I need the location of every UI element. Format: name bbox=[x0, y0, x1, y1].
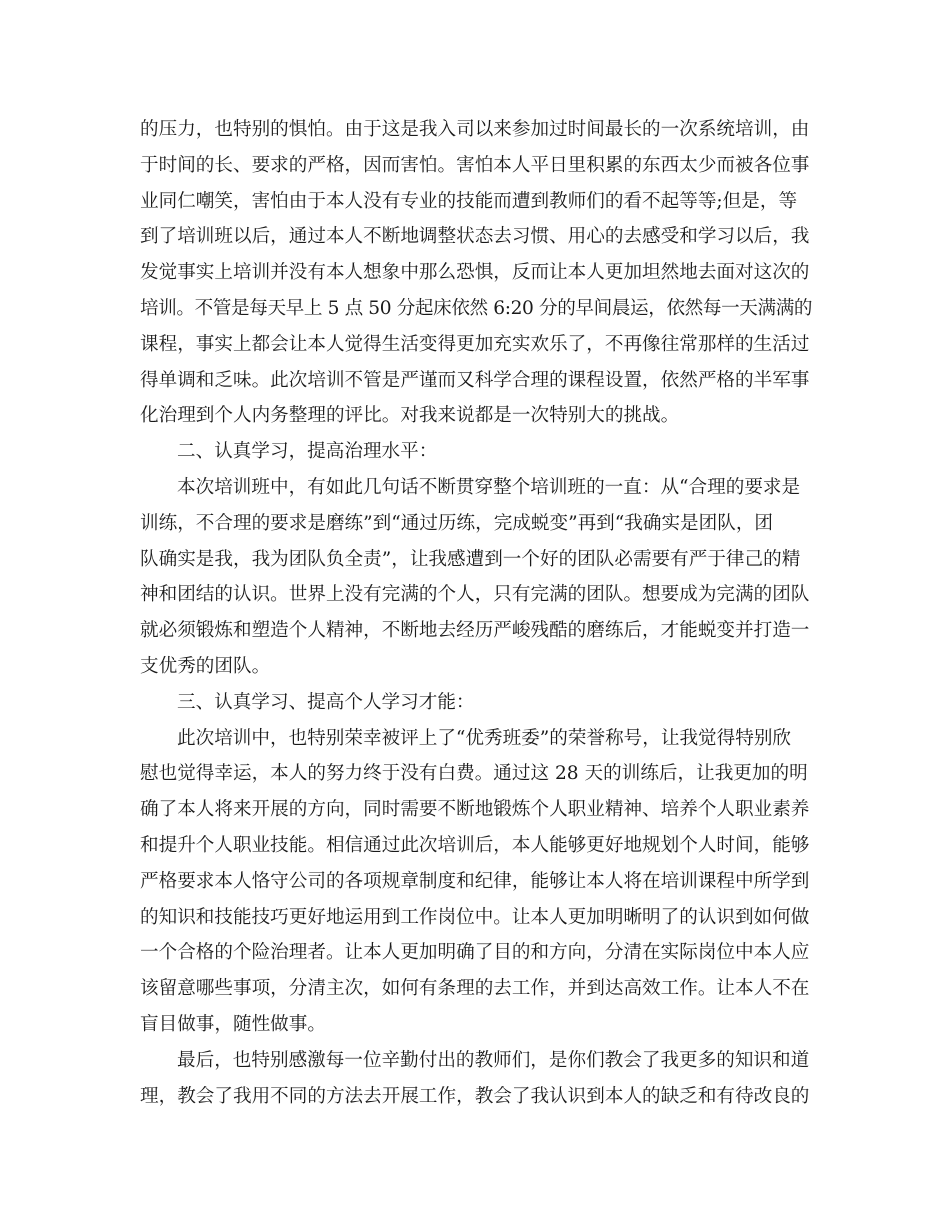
text-line: 确了本人将来开展的方向，同时需要不断地锻炼个人职业精神、培养个人职业素养 bbox=[140, 799, 810, 821]
text-line: 和提升个人职业技能。相信通过此次培训后，本人能够更好地规划个人时间，能够 bbox=[140, 834, 810, 856]
text-line: 一个合格的个险治理者。让本人更加明确了目的和方向，分清在实际岗位中本人应 bbox=[140, 942, 810, 964]
text-line: 该留意哪些事项，分清主次，如何有条理的去工作，并到达高效工作。让本人不在 bbox=[140, 978, 810, 1000]
text-line: 的压力，也特别的惧怕。由于这是我入司以来参加过时间最长的一次系统培训，由 bbox=[140, 119, 810, 140]
paragraph-start-line: 最后，也特别感激每一位辛勤付出的教师们，是你们教会了我更多的知识和道 bbox=[177, 1049, 810, 1071]
paragraph-start-line: 三、认真学习、提高个人学习才能： bbox=[177, 691, 475, 713]
text-line: 就必须锻炼和塑造个人精神，不断地去经历严峻残酷的磨练后，才能蜕变并打造一 bbox=[140, 620, 810, 642]
text-line: 培训。不管是每天早上 5 点 50 分起床依然 6:20 分的早间晨运，依然每一天满满的 bbox=[140, 297, 813, 319]
paragraph-start-line: 二、认真学习，提高治理水平： bbox=[177, 441, 438, 463]
document-body-text bbox=[140, 112, 812, 1114]
text-line: 于时间的长、要求的严格，因而害怕。害怕本人平日里积累的东西太少而被各位事 bbox=[140, 154, 810, 176]
text-line: 训练，不合理的要求是磨练”到“通过历练，完成蜕变”再到“我确实是团队，团 bbox=[140, 512, 774, 534]
text-line: 支优秀的团队。 bbox=[140, 655, 271, 677]
text-line: 严格要求本人恪守公司的各项规章制度和纪律，能够让本人将在培训课程中所学到 bbox=[140, 870, 810, 892]
text-line: 到了培训班以后，通过本人不断地调整状态去习惯、用心的去感受和学习以后，我 bbox=[140, 226, 810, 248]
text-line: 慰也觉得幸运，本人的努力终于没有白费。通过这 28 天的训练后，让我更加的明 bbox=[140, 763, 808, 785]
text-line: 队确实是我，我为团队负全责”，让我感遭到一个好的团队必需要有严于律己的精 bbox=[140, 548, 801, 570]
paragraph-start-line: 此次培训中，也特别荣幸被评上了“优秀班委”的荣誉称号，让我觉得特别欣 bbox=[177, 727, 792, 749]
text-line: 课程，事实上都会让本人觉得生活变得更加充实欢乐了，不再像往常那样的生活过 bbox=[140, 333, 810, 355]
text-line: 化治理到个人内务整理的评比。对我来说都是一次特别大的挑战。 bbox=[140, 405, 680, 427]
text-line: 的知识和技能技巧更好地运用到工作岗位中。让本人更加明晰明了的认识到如何做 bbox=[140, 906, 810, 928]
text-line: 发觉事实上培训并没有本人想象中那么恐惧，反而让本人更加坦然地去面对这次的 bbox=[140, 262, 810, 284]
text-line: 业同仁嘲笑，害怕由于本人没有专业的技能而遭到教师们的看不起等等;但是，等 bbox=[140, 190, 798, 212]
text-line: 神和团结的认识。世界上没有完满的个人，只有完满的团队。想要成为完满的团队 bbox=[140, 584, 810, 606]
text-line: 理，教会了我用不同的方法去开展工作，教会了我认识到本人的缺乏和有待改良的 bbox=[140, 1085, 810, 1107]
text-line: 得单调和乏味。此次培训不管是严谨而又科学合理的课程设置，依然严格的半军事 bbox=[140, 369, 810, 391]
text-line: 盲目做事，随性做事。 bbox=[140, 1013, 326, 1035]
paragraph-start-line: 本次培训班中，有如此几句话不断贯穿整个培训班的一直：从“合理的要求是 bbox=[177, 476, 801, 498]
